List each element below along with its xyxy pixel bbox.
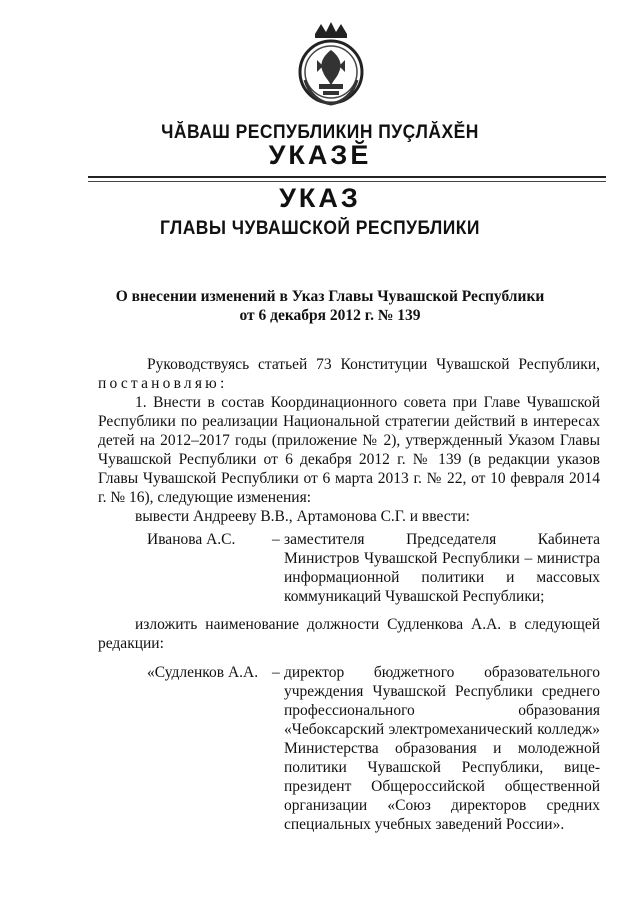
- entry-description: заместителя Председателя Кабинета Министров Чувашской Республики – министра информационной политики и массовых коммуникаций Чувашской Республики;: [284, 531, 600, 605]
- chuvash-ukaz-title: УКАЗĔ: [268, 140, 372, 170]
- chuvash-emblem-icon: [295, 20, 367, 110]
- document-body-middle: [98, 615, 600, 653]
- header-divider-thick: [88, 176, 606, 178]
- russian-header-line: ГЛАВЫ ЧУВАШСКОЙ РЕСПУБЛИКИ: [160, 218, 480, 239]
- document-body-top: [98, 355, 600, 526]
- title-line-2: от 6 декабря 2012 г. № 139: [239, 307, 421, 324]
- rename-paragraph: изложить наименование должности Судленкова А.А. в следующей редакции:: [98, 616, 600, 652]
- chuvash-header-line: ЧĂВАШ РЕСПУБЛИКИН ПУÇЛĂХĔН: [161, 122, 479, 143]
- intro-paragraph: Руководствуясь статьей 73 Конституции Чувашской Республики,: [147, 356, 600, 373]
- title-line-1: О внесении изменений в Указ Главы Чувашской Республики: [115, 288, 545, 305]
- document-title: [60, 287, 600, 325]
- entry-dash: –: [272, 664, 280, 681]
- header-divider-thin: [88, 181, 606, 182]
- item-1-paragraph: 1. Внести в состав Координационного совета при Главе Чувашской Республики по реализации Национальной стратегии действий в интересах детей на 2012–2017 годы (приложение № 2), утвержденный Указом Главы Чувашской Республики от 6 декабря 2012 г. № 139 (в редакции указов Главы Чувашской Республики от 6 марта 2013 г. № 22, от 10 февраля 2014 г. № 16), следующие изменения:: [98, 394, 600, 506]
- postanovlyau-line: постановляю:: [98, 375, 228, 392]
- russian-ukaz-title: УКАЗ: [279, 183, 361, 213]
- entry-dash: –: [272, 531, 280, 548]
- entry-description: директор бюджетного образовательного учреждения Чувашской Республики среднего профессионального образования «Чебоксарский электромеханический колледж» Министерства образования и молодежной политики Чувашской Республики, вице-президент Общероссийской общественной организации «Союз директоров средних специальных учебных заведений России».: [284, 664, 600, 833]
- remove-paragraph: вывести Андрееву В.В., Артамонова С.Г. и ввести:: [135, 508, 470, 525]
- entry-name: Иванова А.С.: [147, 531, 236, 548]
- entry-name: «Судленков А.А.: [147, 664, 259, 681]
